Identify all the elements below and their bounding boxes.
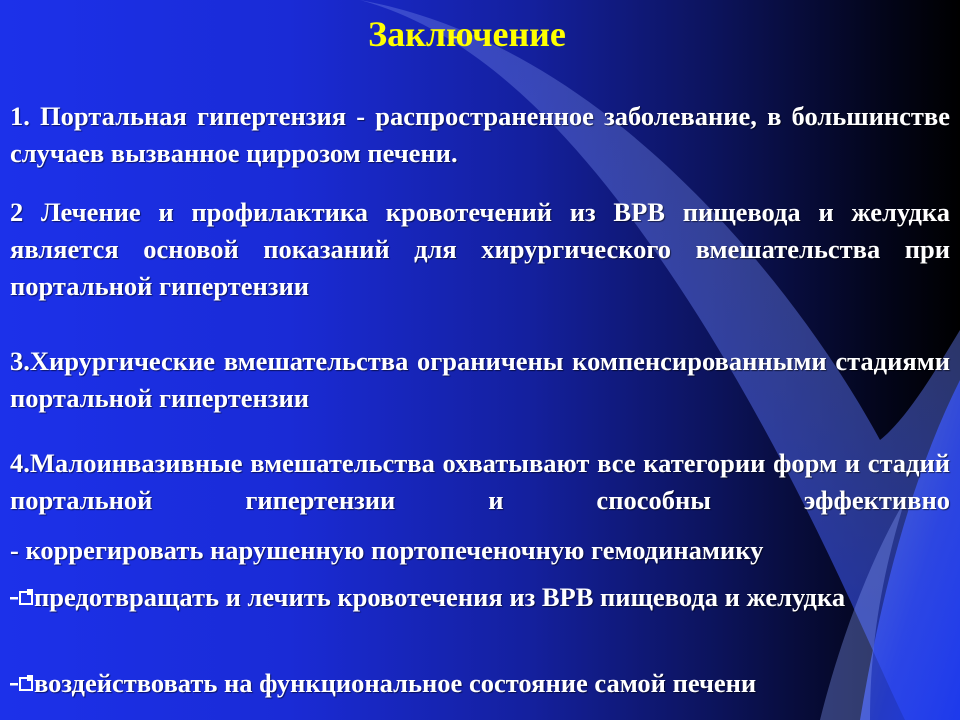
dash-item: - коррегировать нарушенную портопеченочную гемодинамику	[10, 535, 764, 565]
bullet-item-1	[10, 579, 950, 616]
bullet-item-1-text: предотвращать и лечить кровотечения из ВРВ пищевода и желудка	[34, 582, 846, 612]
bullet-item-2	[10, 665, 950, 702]
point-4: 4.Малоинвазивные вмешательства охватывают все категории форм и стадий портальной гипертензии и способны эффективно	[10, 448, 950, 515]
flag-bullet-icon	[10, 587, 46, 607]
point-2: 2 Лечение и профилактика кровотечений из ВРВ пищевода и желудка является основой показаний для хирургического вмешательства при портальной гипертензии	[10, 197, 950, 301]
flag-bullet-icon	[10, 673, 46, 693]
slide-title: Заключение	[368, 14, 566, 54]
point-3: 3.Хирургические вмешательства ограничены компенсированными стадиями портальной гипертензии	[10, 346, 950, 413]
bullet-item-2-text: воздействовать на функциональное состояние самой печени	[34, 668, 757, 698]
point-1: 1. Портальная гипертензия - распространенное заболевание, в большинстве случаев вызванное циррозом печени.	[10, 101, 950, 168]
